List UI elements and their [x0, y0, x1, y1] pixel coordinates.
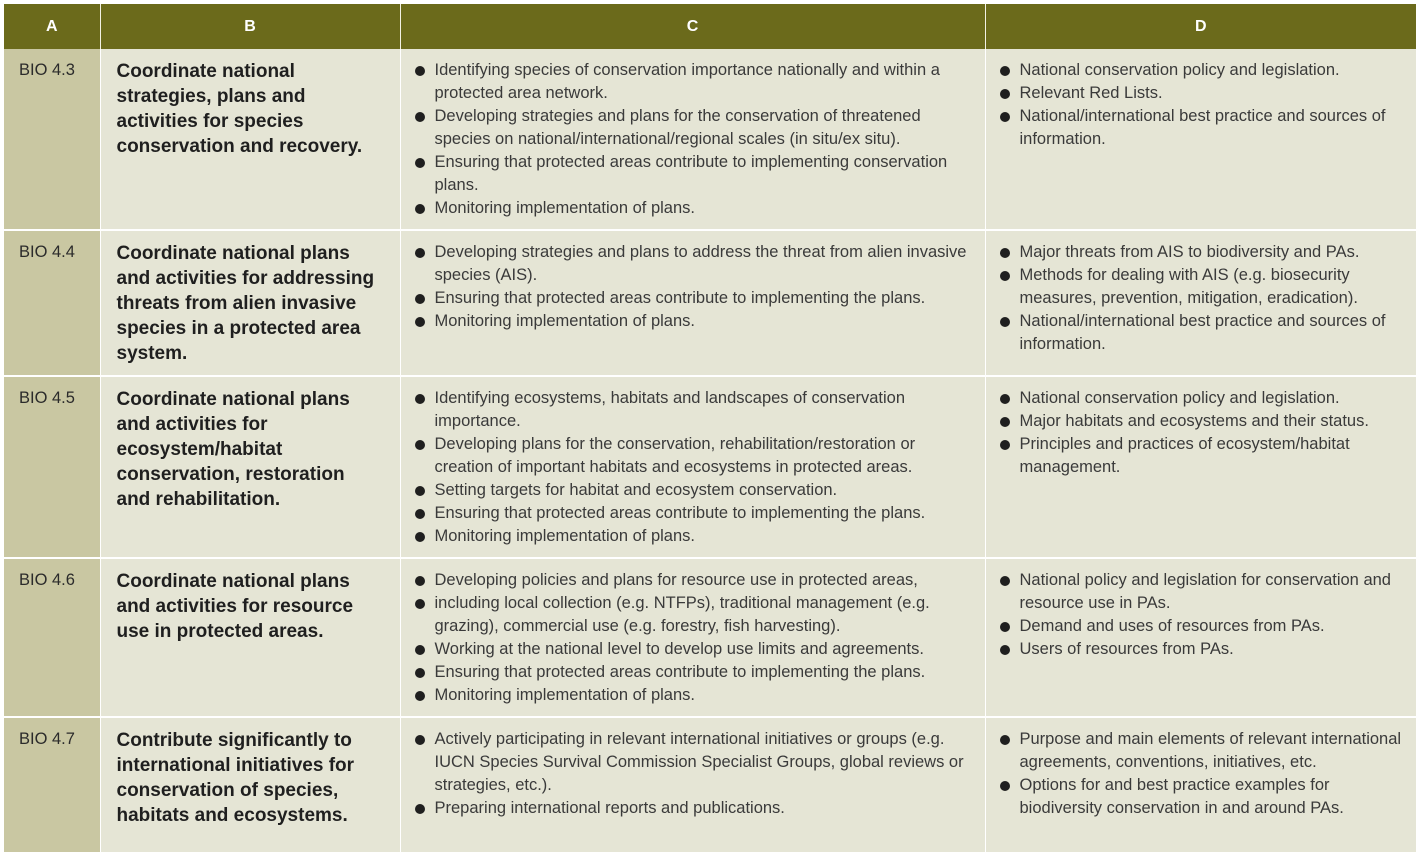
list-item: Preparing international reports and publications. — [415, 797, 973, 820]
list-item: including local collection (e.g. NTFPs), traditional management (e.g. grazing), commercial use (e.g. forestry, fish harvesting). — [415, 592, 973, 638]
list-item: Purpose and main elements of relevant international agreements, conventions, initiatives, etc. — [1000, 728, 1405, 774]
list-item: Monitoring implementation of plans. — [415, 525, 973, 548]
list-item: Developing policies and plans for resource use in protected areas, — [415, 569, 973, 592]
list-item: Ensuring that protected areas contribute to implementing the plans. — [415, 661, 973, 684]
table-row — [4, 376, 1416, 558]
row-code: BIO 4.3 — [4, 49, 100, 230]
row-skills-cell — [400, 230, 985, 376]
row-code: BIO 4.5 — [4, 376, 100, 558]
list-item: Ensuring that protected areas contribute to implementing the plans. — [415, 287, 973, 310]
table-row — [4, 49, 1416, 230]
list-item: Developing plans for the conservation, rehabilitation/restoration or creation of important habitats and ecosystems in protected areas. — [415, 433, 973, 479]
column-header-a: A — [4, 4, 100, 49]
list-item: Developing strategies and plans for the conservation of threatened species on national/international/regional scales (in situ/ex situ). — [415, 105, 973, 151]
list-item: National/international best practice and sources of information. — [1000, 105, 1405, 151]
row-skills-cell — [400, 717, 985, 853]
competency-table — [4, 4, 1416, 854]
row-knowledge-cell — [985, 230, 1416, 376]
row-knowledge-cell — [985, 376, 1416, 558]
list-item: National conservation policy and legislation. — [1000, 387, 1405, 410]
list-item: National conservation policy and legislation. — [1000, 59, 1405, 82]
list-item: Options for and best practice examples for biodiversity conservation in and around PAs. — [1000, 774, 1405, 820]
table-row — [4, 230, 1416, 376]
table-row — [4, 558, 1416, 717]
list-item: Actively participating in relevant international initiatives or groups (e.g. IUCN Species Survival Commission Specialist Groups, global reviews or strategies, etc.). — [415, 728, 973, 797]
list-item: Major habitats and ecosystems and their status. — [1000, 410, 1405, 433]
column-header-d: D — [985, 4, 1416, 49]
list-item: National/international best practice and sources of information. — [1000, 310, 1405, 356]
column-header-b: B — [100, 4, 400, 49]
list-item: Relevant Red Lists. — [1000, 82, 1405, 105]
column-header-c: C — [400, 4, 985, 49]
list-item: Monitoring implementation of plans. — [415, 310, 973, 333]
row-title: Coordinate national plans and activities for addressing threats from alien invasive species in a protected area system. — [100, 230, 400, 376]
row-knowledge-cell — [985, 49, 1416, 230]
list-item: Monitoring implementation of plans. — [415, 684, 973, 707]
row-title: Coordinate national plans and activities for ecosystem/habitat conservation, restoration and rehabilitation. — [100, 376, 400, 558]
list-item: Principles and practices of ecosystem/habitat management. — [1000, 433, 1405, 479]
list-item: Users of resources from PAs. — [1000, 638, 1405, 661]
list-item: Working at the national level to develop use limits and agreements. — [415, 638, 973, 661]
list-item: National policy and legislation for conservation and resource use in PAs. — [1000, 569, 1405, 615]
row-skills-cell — [400, 376, 985, 558]
list-item: Demand and uses of resources from PAs. — [1000, 615, 1405, 638]
list-item: Monitoring implementation of plans. — [415, 197, 973, 220]
table-row — [4, 717, 1416, 853]
row-title: Coordinate national strategies, plans and activities for species conservation and recovery. — [100, 49, 400, 230]
row-skills-cell — [400, 558, 985, 717]
list-item: Major threats from AIS to biodiversity and PAs. — [1000, 241, 1405, 264]
row-code: BIO 4.7 — [4, 717, 100, 853]
row-title: Coordinate national plans and activities for resource use in protected areas. — [100, 558, 400, 717]
list-item: Ensuring that protected areas contribute to implementing the plans. — [415, 502, 973, 525]
row-code: BIO 4.4 — [4, 230, 100, 376]
row-knowledge-cell — [985, 717, 1416, 853]
list-item: Setting targets for habitat and ecosystem conservation. — [415, 479, 973, 502]
list-item: Developing strategies and plans to address the threat from alien invasive species (AIS). — [415, 241, 973, 287]
list-item: Ensuring that protected areas contribute to implementing conservation plans. — [415, 151, 973, 197]
list-item: Methods for dealing with AIS (e.g. biosecurity measures, prevention, mitigation, eradication). — [1000, 264, 1405, 310]
row-skills-cell — [400, 49, 985, 230]
row-title: Contribute significantly to international initiatives for conservation of species, habitats and ecosystems. — [100, 717, 400, 853]
list-item: Identifying species of conservation importance nationally and within a protected area network. — [415, 59, 973, 105]
row-knowledge-cell — [985, 558, 1416, 717]
header-row — [4, 4, 1416, 49]
row-code: BIO 4.6 — [4, 558, 100, 717]
list-item: Identifying ecosystems, habitats and landscapes of conservation importance. — [415, 387, 973, 433]
